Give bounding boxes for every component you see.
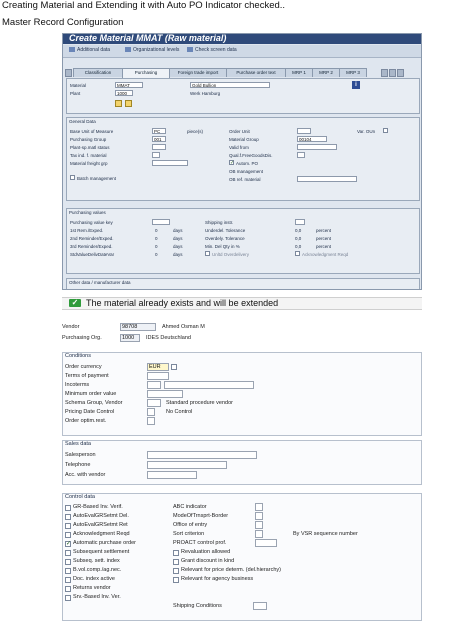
mat-group-label: Material Group <box>229 137 259 142</box>
control-checkbox-label: Relevant for price determ. (del.hierarchy) <box>181 567 281 573</box>
control-checkbox[interactable] <box>173 577 179 583</box>
base-uom-field[interactable]: PC <box>152 128 166 134</box>
display-icon[interactable] <box>125 100 132 107</box>
order-unit-label: Order Unit <box>229 129 250 134</box>
status-message: The material already exists and will be extended <box>86 298 279 308</box>
tab-po-text[interactable]: Purchase order text <box>226 68 286 77</box>
material-field[interactable]: MMAT <box>115 82 143 88</box>
rem1-unit: days <box>173 228 183 233</box>
rem3-unit: days <box>173 244 183 249</box>
telephone-label: Telephone <box>65 462 91 468</box>
control-checkbox[interactable] <box>173 559 179 565</box>
conditions-title: Conditions <box>65 353 91 359</box>
tab-classification[interactable]: Classification <box>73 68 123 77</box>
check-screen-button[interactable] <box>187 47 237 53</box>
control-checkbox[interactable] <box>65 559 71 565</box>
order-currency-label: Order currency <box>65 364 102 370</box>
order-unit-field[interactable] <box>297 128 311 134</box>
over-tol-label: Overdely. Tolerance <box>205 236 245 241</box>
shipping-instr-field[interactable] <box>295 219 305 225</box>
freight-label: Material freight grp <box>70 161 108 166</box>
unltd-overdelivery-checkbox[interactable] <box>205 251 210 256</box>
document-heading: Creating Material and Extending it with Auto PO Indicator checked.. <box>2 0 286 11</box>
order-currency-field[interactable]: EUR <box>147 363 169 371</box>
salesperson-label: Salesperson <box>65 452 96 458</box>
tab-strip <box>63 68 421 78</box>
control-field-label: Office of entry <box>173 522 208 528</box>
control-checkbox[interactable] <box>65 514 71 520</box>
other-data-title: Other data / manufacturer data <box>69 280 131 285</box>
sales-title: Sales data <box>65 441 91 447</box>
control-checkbox[interactable] <box>65 586 71 592</box>
batch-checkbox[interactable] <box>70 175 75 180</box>
schema-label: Schema Group, Vendor <box>65 400 123 406</box>
material-label: Material <box>70 83 87 88</box>
stdval-value: 0 <box>155 252 158 257</box>
control-checkbox-label: Automatic purchase order <box>73 540 136 546</box>
rem3-value: 0 <box>155 244 158 249</box>
rem2-unit: days <box>173 236 183 241</box>
check-screen-label: Check screen data <box>195 47 237 53</box>
purch-group-field[interactable]: 001 <box>152 136 166 142</box>
control-field-label: ModeOfTrnsprt-Border <box>173 513 229 519</box>
min-order-label: Minimum order value <box>65 391 117 397</box>
telephone-field[interactable] <box>147 461 227 469</box>
control-checkbox[interactable] <box>65 532 71 538</box>
control-section <box>62 493 422 621</box>
shipping-conditions-label: Shipping Conditions <box>173 603 222 609</box>
over-tol-value: 0,0 <box>295 236 302 241</box>
control-title: Control data <box>65 494 95 500</box>
ob-mgmt-label: OB management <box>229 169 264 174</box>
control-checkbox[interactable] <box>65 595 71 601</box>
org-levels-label: Organizational levels <box>133 47 180 53</box>
control-checkbox-label: B.vol.comp./ag.nec. <box>73 567 122 573</box>
pricing-label: Pricing Date Control <box>65 409 115 415</box>
purch-group-label: Purchasing Group <box>70 137 107 142</box>
control-checkbox-label: Subseq. sett. index <box>73 558 120 564</box>
control-checkbox-label: GR-Based Inv. Verif. <box>73 504 123 510</box>
window-title: Create Material MMAT (Raw material) <box>69 33 227 43</box>
vendor-label: Vendor <box>62 324 80 330</box>
toolbar <box>63 45 421 58</box>
vendor-field[interactable]: 98708 <box>120 323 156 331</box>
tab-purchasing[interactable]: Purchasing <box>122 68 170 78</box>
schema-desc: Standard procedure vendor <box>166 400 233 406</box>
vendor-name: Ahmed Osman M <box>162 324 205 330</box>
control-checkbox[interactable] <box>173 550 179 556</box>
control-checkbox[interactable] <box>65 577 71 583</box>
shipping-conditions-field[interactable] <box>253 602 267 610</box>
incoterms-text-field[interactable] <box>164 381 254 389</box>
incoterms-code-field[interactable] <box>147 381 161 389</box>
schema-field[interactable] <box>147 399 161 407</box>
base-uom-desc: piece(s) <box>187 129 204 134</box>
pv-key-field[interactable] <box>152 219 170 225</box>
currency-lookup-icon[interactable] <box>171 364 177 370</box>
plant-status-field[interactable] <box>152 144 166 150</box>
control-checkbox-label: Revaluation allowed <box>181 549 231 555</box>
stdval-label: StdValueDelivDateVar <box>70 252 115 257</box>
sales-section <box>62 440 422 485</box>
plant-description: Werk Hamburg <box>190 91 221 96</box>
document-subheading: Master Record Configuration <box>2 17 124 28</box>
batch-label: Batch management <box>77 176 117 181</box>
rem1-value: 0 <box>155 228 158 233</box>
plant-label: Plant <box>70 91 81 96</box>
control-field-label: PROACT control prof. <box>173 540 227 546</box>
control-checkbox[interactable] <box>65 523 71 529</box>
tax-ind-label: Tax ind. f. material <box>70 153 107 158</box>
control-field-label: ABC indicator <box>173 504 207 510</box>
control-checkbox-label: Subsequent settlement <box>73 549 130 555</box>
qual-label: Qual.f.FreeGoodsDis. <box>229 153 273 158</box>
min-order-field[interactable] <box>147 390 183 398</box>
control-field[interactable] <box>255 521 263 529</box>
tab-scroll-right-icon[interactable] <box>381 69 388 77</box>
shipping-instr-label: Shipping instr. <box>205 220 234 225</box>
material-master-screen <box>62 33 422 290</box>
salesperson-field[interactable] <box>147 451 257 459</box>
org-levels-button[interactable] <box>125 47 179 53</box>
base-uom-label: Base Unit of Measure <box>70 129 114 134</box>
pricing-field[interactable] <box>147 408 155 416</box>
control-checkbox[interactable] <box>65 505 71 511</box>
under-tol-unit: percent <box>316 228 332 233</box>
min-del-value: 0,0 <box>295 244 302 249</box>
porg-field[interactable]: 1000 <box>120 334 140 342</box>
var-oun-checkbox[interactable] <box>383 128 388 133</box>
control-field[interactable] <box>255 530 263 538</box>
control-checkbox-label: Returns vendor <box>73 585 111 591</box>
optim-field[interactable] <box>147 417 155 425</box>
material-description[interactable]: Gold Bullion <box>190 82 270 88</box>
additional-data-button[interactable] <box>69 47 110 53</box>
control-checkbox-label: Relevant for agency business <box>181 576 254 582</box>
control-field[interactable] <box>255 503 263 511</box>
control-field-label: Sort criterion <box>173 531 205 537</box>
control-field[interactable] <box>255 512 263 520</box>
pv-key-label: Purchasing value key <box>70 220 113 225</box>
over-tol-unit: percent <box>316 236 332 241</box>
var-oun-label: Var. OUn <box>357 129 376 134</box>
ack-reqd-checkbox[interactable] <box>295 251 300 256</box>
window-title-bar <box>63 34 421 44</box>
tab-foreign-trade[interactable]: Foreign trade import <box>169 68 227 77</box>
control-checkbox-label: Doc. index active <box>73 576 115 582</box>
valid-from-label: Valid from <box>229 145 249 150</box>
optim-label: Order optim.rest. <box>65 418 107 424</box>
control-checkbox-label: Acknowledgment Reqd <box>73 531 130 537</box>
additional-data-label: Additional data <box>77 47 111 53</box>
valid-from-field[interactable] <box>297 144 337 150</box>
status-bar <box>62 297 422 310</box>
ob-ref-label: OB ref. material <box>229 177 261 182</box>
min-del-label: Min. Del Qty in % <box>205 244 240 249</box>
conditions-section <box>62 352 422 436</box>
incoterms-label: Incoterms <box>65 382 90 388</box>
mat-group-field[interactable]: 00104 <box>297 136 327 142</box>
terms-label: Terms of payment <box>65 373 109 379</box>
under-tol-label: Underdel. Tolerance <box>205 228 246 233</box>
plant-status-label: Plant-sp.matl status <box>70 145 110 150</box>
control-checkbox[interactable] <box>65 550 71 556</box>
purchasing-values-panel <box>66 208 420 274</box>
terms-field[interactable] <box>147 372 169 380</box>
purchasing-values-title: Purchasing values <box>69 210 106 215</box>
pricing-desc: No Control <box>166 409 193 415</box>
change-icon[interactable] <box>115 100 122 107</box>
rem2-value: 0 <box>155 236 158 241</box>
arrow-icon <box>69 47 75 52</box>
control-checkbox-label: AutoEvalGRSetmt Del. <box>73 513 129 519</box>
rem1-label: 1st Rem./Exped. <box>70 228 104 233</box>
freight-field[interactable] <box>152 160 188 166</box>
tab-scroll-left-icon[interactable] <box>65 69 72 77</box>
control-checkbox-label: Grant discount in kind <box>181 558 235 564</box>
tab-mrp3[interactable]: MRP 3 <box>339 68 367 77</box>
org-levels-icon <box>125 47 131 52</box>
control-checkbox[interactable] <box>65 568 71 574</box>
general-data-title: General Data <box>69 119 96 124</box>
tax-ind-field[interactable] <box>152 152 160 158</box>
tab-mrp2[interactable]: MRP 2 <box>312 68 340 77</box>
other-data-panel <box>66 278 420 290</box>
autom-po-checkbox[interactable]: ✓ <box>230 160 235 166</box>
min-del-unit: percent <box>316 244 332 249</box>
control-checkbox-label: AutoEvalGRSetmt Ret <box>73 522 128 528</box>
autom-po-label: Autom. PO <box>236 161 259 166</box>
acc-vendor-label: Acc. with vendor <box>65 472 106 478</box>
under-tol-value: 0,0 <box>295 228 302 233</box>
tab-menu-icon[interactable] <box>397 69 404 77</box>
rem2-label: 2nd Reminder/Exped. <box>70 236 114 241</box>
control-field[interactable] <box>255 539 277 547</box>
tab-mrp1[interactable]: MRP 1 <box>285 68 313 77</box>
porg-name: IDES Deutschland <box>146 335 191 341</box>
ob-ref-field[interactable] <box>297 176 357 182</box>
stdval-unit: days <box>173 252 183 257</box>
acc-vendor-field[interactable] <box>147 471 197 479</box>
unltd-overdelivery-label: Unltd Overdelivery <box>212 252 250 257</box>
control-checkbox-label: Srv.-Based Inv. Ver. <box>73 594 121 600</box>
material-header-panel <box>66 78 420 114</box>
success-check-icon: ✓ <box>69 299 81 307</box>
porg-label: Purchasing Org. <box>62 335 102 341</box>
info-icon[interactable]: i <box>352 81 360 89</box>
control-checkbox[interactable] <box>173 568 179 574</box>
purchasing-info-screen <box>62 315 422 625</box>
control-checkbox[interactable]: ✓ <box>66 541 72 547</box>
control-field-desc: By VSR sequence number <box>293 531 358 537</box>
check-icon <box>187 47 193 52</box>
ack-reqd-label: Acknowledgment Reqd <box>302 252 349 257</box>
tab-list-icon[interactable] <box>389 69 396 77</box>
plant-field[interactable]: 1000 <box>115 90 133 96</box>
qual-field[interactable] <box>297 152 305 158</box>
general-data-panel <box>66 117 420 201</box>
rem3-label: 3rd Reminder/Exped. <box>70 244 113 249</box>
